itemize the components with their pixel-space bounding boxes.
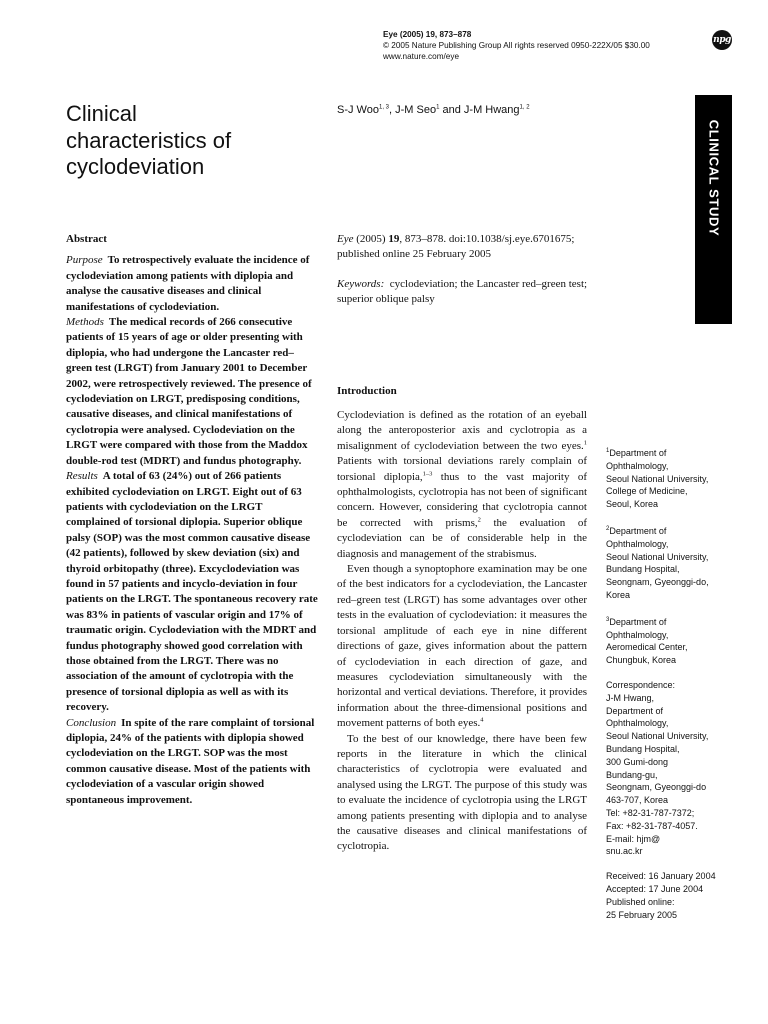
copyright-line: © 2005 Nature Publishing Group All rights reserved 0950-222X/05 $30.00 [383, 41, 650, 50]
author-name: S-J Woo [337, 104, 379, 116]
body-text: the evaluation of cyclodeviation can be of considerable help in the diagnosis and management of the strabismus. [337, 516, 588, 560]
keywords-text: cyclodeviation; the Lancaster red–green test; superior oblique palsy [337, 278, 588, 306]
author-separator: , [389, 104, 396, 116]
author-name: J-M Hwang [463, 104, 520, 116]
abstract-purpose [66, 253, 318, 315]
affiliation-line: Department of [609, 616, 667, 627]
correspondence-line: Ophthalmology, [606, 718, 669, 729]
correspondence-line: Department of [606, 705, 664, 716]
body-paragraph [337, 408, 587, 562]
affiliation-line: College of Medicine, [606, 486, 688, 497]
journal-citation-line: Eye (2005) 19, 873–878 [383, 30, 472, 39]
title-line: Clinical [66, 101, 137, 126]
affiliation-line: Korea [606, 589, 631, 600]
abstract-text: In spite of the rare complaint of torsional diplopia, 24% of the patients with diplopia showed cyclodeviation on the LRGT. SOP was the most common causative disease. Most of the patients with cyclodeviation of a vascular origin showed spontaneous improvement. [66, 716, 315, 806]
keywords [337, 277, 592, 308]
correspondence [606, 679, 756, 858]
affiliation-number: 1 [606, 448, 610, 454]
citation-journal: Eye [337, 233, 354, 245]
abstract-heading: Abstract [66, 233, 107, 245]
section-banner-label: CLINICAL STUDY [706, 119, 722, 237]
date-line: Received: 16 January 2004 [606, 871, 716, 882]
correspondence-line: Seoul National University, [606, 731, 709, 742]
correspondence-line: 300 Gumi-dong [606, 756, 669, 767]
reference-marker[interactable]: 1 [583, 439, 587, 447]
title-line: cyclodeviation [66, 154, 205, 179]
affiliation [606, 445, 756, 511]
affiliation-line: Ophthalmology, [606, 460, 669, 471]
affiliation-number: 2 [606, 525, 610, 532]
affiliation-line: Department of [609, 448, 667, 458]
affiliation-line: Seongnam, Gyeonggi-do, [606, 577, 709, 588]
abstract-label: Methods [66, 316, 104, 329]
affiliation-line: Aeromedical Center, [606, 642, 688, 653]
citation-details: , 873–878. doi:10.1038/sj.eye.6701675; published online 25 February 2005 [337, 233, 575, 261]
correspondence-line: Bundang-gu, [606, 769, 658, 780]
abstract-label: Results [66, 470, 98, 483]
affiliation-line: Ophthalmology, [606, 538, 669, 549]
date-line: 25 February 2005 [606, 909, 678, 920]
date-line: Published online: [606, 896, 675, 907]
article-citation [337, 232, 592, 263]
body-text: Even though a synoptophore examination may be one of the best indicators for a cyclodeviation, the Lancaster red–green test (LRGT) has some advantages over other tests in the evaluation of cyclodeviation: it measures the torsional amplitude of each eye in nine different directions of gaze, gives information about the pattern of cyclodeviation in each direction of gaze, and measures cyclodeviation simultaneously with the horizontal and vertical deviations. Therefore, it provides information about the three-dimensional positions and movement patterns of both eyes. [337, 563, 587, 730]
affiliation [606, 523, 756, 602]
correspondence-email[interactable]: snu.ac.kr [606, 846, 643, 857]
affiliation-number: 3 [606, 616, 610, 623]
affiliation-line: Seoul National University, [606, 551, 709, 562]
abstract-results [66, 469, 318, 716]
npg-logo-icon: npg [712, 30, 732, 50]
affiliation [606, 614, 756, 667]
reference-marker[interactable]: 1–3 [422, 469, 433, 477]
abstract-methods [66, 315, 318, 469]
citation-volume: 19 [388, 233, 400, 245]
author-affil-ref: 1, 3 [378, 104, 389, 111]
journal-url[interactable]: www.nature.com/eye [383, 52, 459, 61]
author-affil-ref: 1 [436, 104, 440, 111]
article-title [66, 101, 231, 181]
author-list [337, 104, 530, 116]
author-separator: and [439, 104, 464, 116]
section-heading: Introduction [337, 385, 397, 397]
keywords-label: Keywords: [337, 278, 385, 290]
body-paragraph: To the best of our knowledge, there have been few reports in the literature in which the clinical characteristics of cyclotropia were evaluated and analysed using the LRGT. The purpose of this study was to evaluate the incidence of cyclotropia using the LRGT among patients presenting with diplopia and to analyse the causative diseases and clinical manifestations of cyclotropia. [337, 732, 587, 853]
reference-marker[interactable]: 2 [477, 516, 481, 524]
body-text: thus to the vast majority of ophthalmologists, cyclotropia has not been of significant concern. However, considering that cyclotropia cannot be corrected with prisms, [337, 470, 588, 529]
correspondence-line: Correspondence: [606, 679, 676, 690]
correspondence-email[interactable]: E-mail: hjm@ [606, 833, 661, 844]
correspondence-phone: Tel: +82-31-787-7372; [606, 807, 695, 818]
affiliation-line: Department of [609, 525, 667, 536]
journal-header [383, 29, 650, 62]
affiliation-line: Ophthalmology, [606, 629, 669, 640]
body-text: Patients with torsional deviations rarely complain of torsional diplopia, [337, 455, 587, 483]
abstract-conclusion [66, 716, 318, 808]
author-name: J-M Seo [395, 104, 437, 116]
abstract-label: Purpose [66, 254, 103, 267]
abstract-text: The medical records of 266 consecutive patients of 15 years of age or older presenting with diplopia, who had undergone the Lancaster red–green test (LRGT) from January 2001 to December 2002, were retrospectively reviewed. The presence of cyclodeviation on LRGT, predisposing conditions, causative diseases, and clinical manifestations of cyclotropia were analysed. Cyclodeviation on the LRGT were compared with those from the Maddox double-rod test (MDRT) and fundus photography. [66, 316, 312, 467]
affiliations-sidebar [606, 445, 756, 933]
abstract-label: Conclusion [66, 716, 117, 729]
body-text: Cyclodeviation is defined as the rotation of an eyeball along the anteroposterior axis and cyclotropia as a misalignment of cyclodeviation between the two eyes. [337, 409, 587, 452]
title-line: characteristics of [66, 127, 232, 153]
affiliation-line: Bundang Hospital, [606, 564, 680, 575]
abstract-text: A total of 63 (24%) out of 266 patients exhibited cyclodeviation on LRGT. Eight out of 63 patients with cyclodeviation on the LRGT complained of torsional diplopia. Superior oblique palsy (SOP) was the most common causative disease (42 patients), followed by skew deviation (six) and thyroid orbitopathy (three). Excyclodeviation was found in 57 patients and incyclo-deviation in four patients on the LRGT. The spontaneous recovery rate was 83% in patients of vascular origin and 17% of traumatic origin. Cyclodeviation with the MDRT and fundus photography showed good correlation with those obtained from the LRGT. There was no association of the amount of cyclotropia with the presence of torsional diplopia as well as with its recovery. [66, 470, 318, 714]
correspondence-fax: Fax: +82-31-787-4057. [606, 820, 698, 831]
citation-year: (2005) [353, 233, 389, 245]
correspondence-line: Bundang Hospital, [606, 743, 680, 754]
correspondence-line: Seongnam, Gyeonggi-do [606, 782, 707, 793]
affiliation-line: Seoul, Korea [606, 499, 659, 510]
correspondence-line: 463-707, Korea [606, 795, 669, 806]
correspondence-line: J-M Hwang, [606, 692, 655, 703]
affiliation-line: Seoul National University, [606, 473, 709, 484]
article-dates [606, 870, 756, 921]
affiliation-line: Chungbuk, Korea [606, 655, 677, 666]
introduction-body [337, 408, 587, 855]
abstract-text: To retrospectively evaluate the incidence of cyclodeviation among patients with diplopia and analyse the causative diseases and clinical manifestations of cyclodeviation. [66, 254, 310, 313]
abstract [66, 232, 318, 808]
date-line: Accepted: 17 June 2004 [606, 883, 704, 894]
reference-marker[interactable]: 4 [480, 716, 484, 724]
author-affil-ref: 1, 2 [519, 104, 530, 111]
body-paragraph [337, 562, 587, 731]
